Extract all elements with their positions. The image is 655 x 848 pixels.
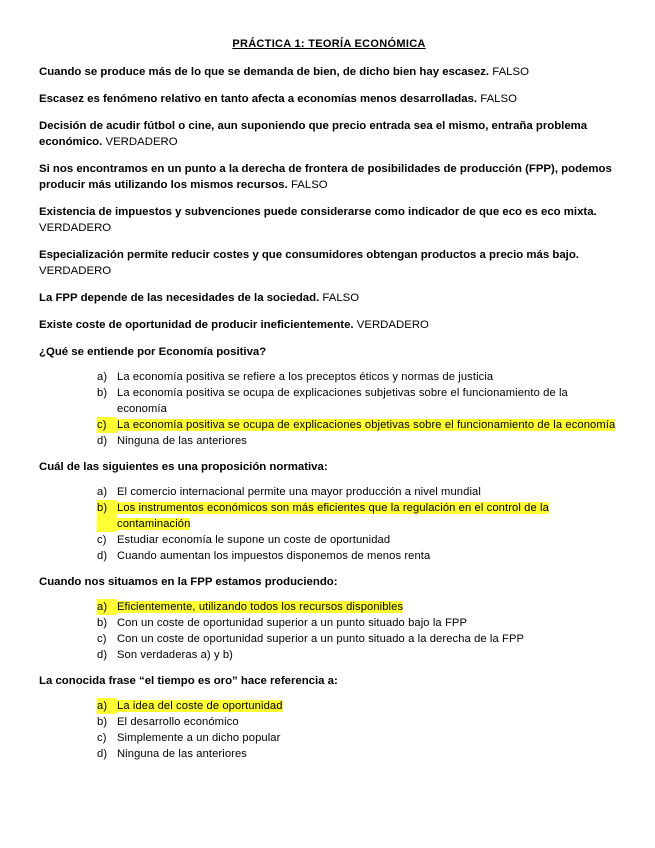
option-letter: c): [97, 534, 107, 546]
option-text: [117, 548, 619, 564]
statement-item: [39, 118, 619, 150]
option-text-content: Simplemente a un dicho popular: [117, 732, 281, 744]
statement-text: La FPP depende de las necesidades de la sociedad.: [39, 292, 320, 304]
statement-answer: FALSO: [480, 93, 517, 105]
statement-text: Cuando se produce más de lo que se demanda de bien, de dicho bien hay escasez.: [39, 66, 490, 78]
option-text-content: Los instrumentos económicos son más eficientes que la regulación en el control de la contaminación: [117, 502, 549, 530]
option-text-content: Son verdaderas a) y b): [117, 649, 233, 661]
option-letter: c): [97, 732, 107, 744]
option-text-content: Ninguna de las anteriores: [117, 748, 247, 760]
option-letter: d): [97, 748, 108, 760]
option-text: [117, 599, 619, 615]
option-text: [117, 714, 619, 730]
option-text: [117, 746, 619, 762]
option-text: [117, 369, 619, 385]
option-item: [97, 548, 619, 564]
option-item-highlighted: [97, 417, 619, 433]
option-item: [97, 532, 619, 548]
option-item: [97, 369, 619, 385]
option-text-content: Eficientemente, utilizando todos los recursos disponibles: [117, 601, 404, 613]
option-item-highlighted: [97, 599, 619, 615]
statement-item: [39, 317, 619, 333]
option-text: [117, 615, 619, 631]
option-text: [117, 532, 619, 548]
option-list: [39, 599, 619, 663]
option-text-content: Con un coste de oportunidad superior a un punto situado bajo la FPP: [117, 617, 468, 629]
option-item: [97, 615, 619, 631]
option-letter: c): [97, 417, 117, 433]
option-text: [117, 631, 619, 647]
option-text-content: El desarrollo económico: [117, 716, 239, 728]
option-text: [117, 385, 619, 417]
option-text-content: La economía positiva se ocupa de explicaciones objetivas sobre el funcionamiento de la economía: [117, 419, 616, 431]
option-letter: b): [97, 617, 108, 629]
option-item-highlighted: [97, 500, 619, 532]
statement-answer: VERDADERO: [356, 319, 429, 331]
option-letter: a): [97, 371, 108, 383]
statement-text: Especialización permite reducir costes y que consumidores obtengan productos a precio más bajo.: [39, 249, 579, 261]
option-letter: b): [97, 716, 108, 728]
option-item: [97, 746, 619, 762]
option-letter: a): [97, 599, 117, 615]
question-text: Cuál de las siguientes es una proposición normativa:: [39, 461, 328, 473]
option-text-content: La idea del coste de oportunidad: [117, 700, 283, 712]
option-text-content: Estudiar economía le supone un coste de oportunidad: [117, 534, 391, 546]
option-item: [97, 433, 619, 449]
statement-text: Si nos encontramos en un punto a la derecha de frontera de posibilidades de producción (FPP), podemos producir más utilizando los mismos recursos.: [39, 163, 612, 191]
option-letter: c): [97, 633, 107, 645]
option-list: [39, 369, 619, 449]
option-text-content: La economía positiva se refiere a los preceptos éticos y normas de justicia: [117, 371, 494, 383]
statement-text: Existe coste de oportunidad de producir ineficientemente.: [39, 319, 354, 331]
statement-answer: FALSO: [322, 292, 360, 304]
option-list: [39, 698, 619, 762]
statement-text: Decisión de acudir fútbol o cine, aun suponiendo que precio entrada sea el mismo, entraña problema económico.: [39, 120, 588, 148]
option-text: [117, 500, 619, 532]
statement-text: Existencia de impuestos y subvenciones puede considerarse como indicador de que eco es eco mixta.: [39, 206, 597, 218]
option-item: [97, 647, 619, 663]
option-item: [97, 385, 619, 417]
true-false-list: [39, 64, 619, 333]
statement-item: [39, 204, 619, 236]
question-text: La conocida frase “el tiempo es oro” hace referencia a:: [39, 675, 338, 687]
option-text-content: El comercio internacional permite una mayor producción a nivel mundial: [117, 486, 481, 498]
option-letter: d): [97, 435, 108, 447]
option-text-content: Cuando aumentan los impuestos disponemos de menos renta: [117, 550, 431, 562]
option-text-content: Con un coste de oportunidad superior a un punto situado a la derecha de la FPP: [117, 633, 525, 645]
option-letter: d): [97, 550, 108, 562]
statement-answer: VERDADERO: [105, 136, 178, 148]
option-item-highlighted: [97, 698, 619, 714]
statement-item: [39, 161, 619, 193]
multiple-choice-list: [39, 344, 619, 762]
option-text: [117, 647, 619, 663]
option-text: [117, 433, 619, 449]
statement-answer: FALSO: [492, 66, 529, 78]
statement-item: [39, 64, 619, 80]
question-text: ¿Qué se entiende por Economía positiva?: [39, 346, 267, 358]
option-letter: b): [97, 500, 117, 532]
option-text: [117, 484, 619, 500]
option-list: [39, 484, 619, 564]
option-item: [97, 631, 619, 647]
statement-answer: VERDADERO: [39, 265, 112, 277]
statement-answer: VERDADERO: [39, 222, 112, 234]
option-letter: a): [97, 486, 108, 498]
statement-item: [39, 247, 619, 279]
option-letter: d): [97, 649, 108, 661]
option-item: [97, 484, 619, 500]
option-text: [117, 417, 619, 433]
statement-item: [39, 91, 619, 107]
statement-text: Escasez es fenómeno relativo en tanto afecta a economías menos desarrolladas.: [39, 93, 478, 105]
statement-answer: FALSO: [290, 179, 328, 191]
option-text-content: Ninguna de las anteriores: [117, 435, 247, 447]
option-text-content: La economía positiva se ocupa de explicaciones subjetivas sobre el funcionamiento de la economía: [117, 387, 568, 415]
option-letter: b): [97, 387, 108, 399]
option-item: [97, 714, 619, 730]
option-letter: a): [97, 698, 117, 714]
option-text: [117, 698, 619, 714]
statement-item: [39, 290, 619, 306]
option-text: [117, 730, 619, 746]
page-title: PRÁCTICA 1: TEORÍA ECONÓMICA: [232, 38, 426, 50]
question-text: Cuando nos situamos en la FPP estamos produciendo:: [39, 576, 338, 588]
option-item: [97, 730, 619, 746]
